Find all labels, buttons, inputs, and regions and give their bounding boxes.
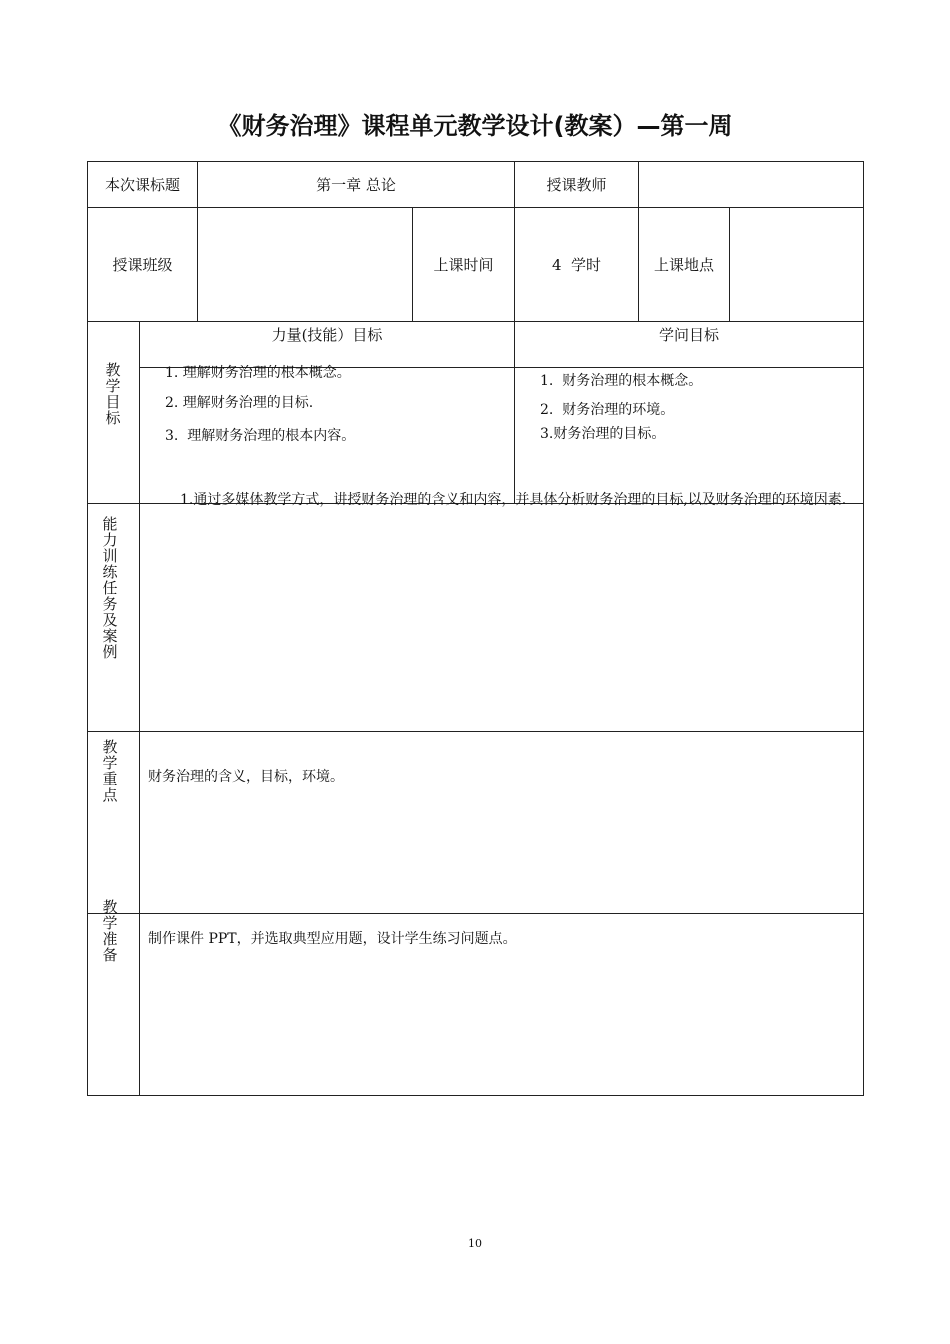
ability-objective-item: 3. 理解财务治理的根本内容。	[165, 428, 356, 444]
grid-line	[139, 321, 140, 1096]
grid-line	[87, 913, 864, 914]
knowledge-objectives-header: 学问目标	[658, 326, 719, 344]
time-label: 上课时间	[433, 256, 494, 274]
preparation-section-label: 教学准备	[102, 898, 118, 964]
ability-objective-item: 2. 理解财务治理的目标.	[165, 395, 314, 411]
teacher-label: 授课教师	[546, 176, 607, 194]
knowledge-objective-item: 2. 财务治理的环境。	[540, 402, 675, 418]
topic-value: 第一章 总论	[316, 176, 396, 194]
grid-line	[87, 1095, 864, 1096]
key-points-section-label: 教学重点	[102, 738, 118, 804]
objectives-section-label: 教学目标	[105, 361, 121, 427]
place-value	[730, 208, 863, 321]
grid-line	[863, 161, 864, 1096]
topic-label: 本次课标题	[104, 176, 180, 194]
class-label: 授课班级	[112, 256, 173, 274]
document-title: 《财务治理》课程单元教学设计(教案）—第一周	[217, 112, 733, 140]
key-points-text: 财务治理的含义，目标，环境。	[148, 769, 344, 785]
knowledge-objective-item: 3.财务治理的目标。	[540, 426, 666, 442]
ability-objective-item: 1. 理解财务治理的根本概念。	[165, 365, 351, 381]
ability-objectives-header: 力量(技能）目标	[271, 326, 383, 344]
grid-line	[87, 321, 864, 322]
time-value: 4 学时	[551, 256, 602, 274]
training-section-label: 能力训练任务及案例	[102, 515, 118, 661]
page-number: 10	[468, 1237, 482, 1250]
knowledge-objective-item: 1. 财务治理的根本概念。	[540, 373, 703, 389]
class-value	[198, 208, 412, 321]
preparation-text: 制作课件 PPT，并选取典型应用题，设计学生练习问题点。	[148, 931, 517, 947]
grid-line	[87, 731, 864, 732]
place-label: 上课地点	[653, 256, 714, 274]
teacher-value	[639, 162, 863, 207]
training-text: 1.通过多媒体教学方式，讲授财务治理的含义和内容，并具体分析财务治理的目标,以及财务治理的环境因素.	[180, 492, 847, 508]
